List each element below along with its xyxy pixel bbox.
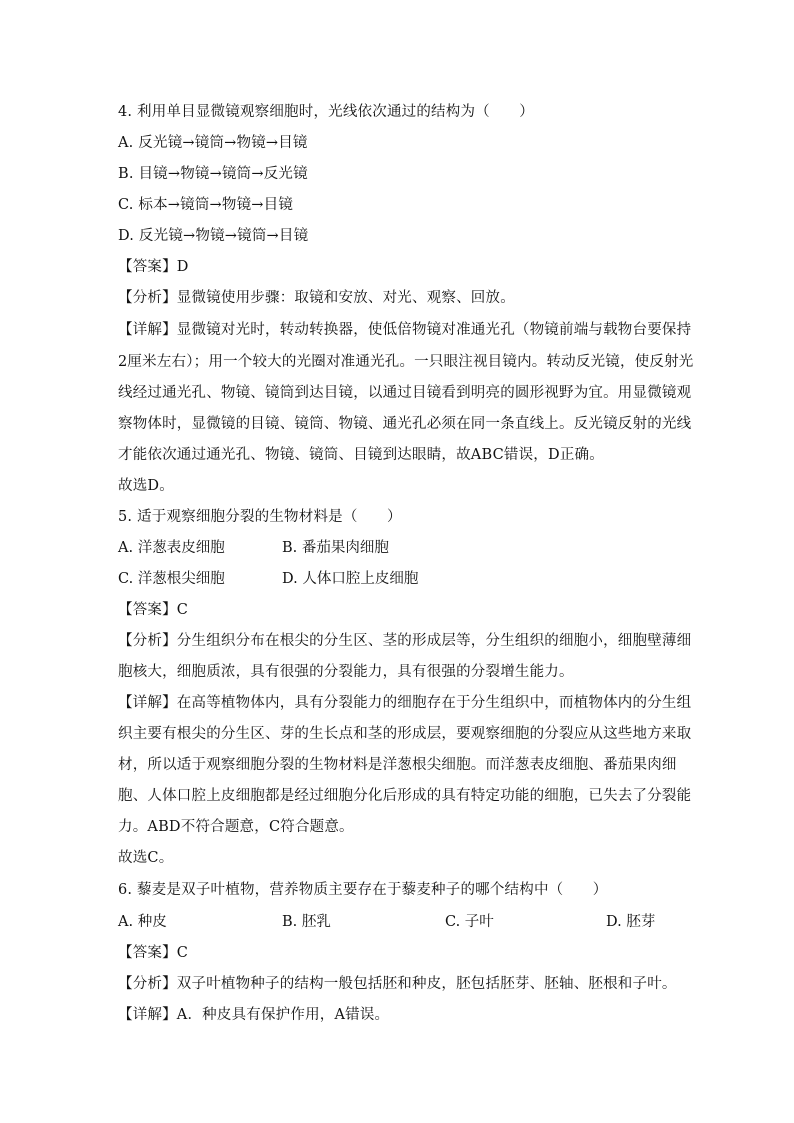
q4-detail-line: 【详解】显微镜对光时，转动转换器，使低倍物镜对准通光孔（物镜前端与载物台要保持 <box>118 322 692 338</box>
q5-option-a: A. 洋葱表皮细胞 <box>118 540 225 556</box>
q6-option-b: B. 胚乳 <box>282 914 331 930</box>
q5-detail-line: 胞、人体口腔上皮细胞都是经过细胞分化后形成的具有特定功能的细胞，已失去了分裂能 <box>118 788 692 804</box>
q6-option-d: D. 胚芽 <box>606 914 656 930</box>
q5-option-d: D. 人体口腔上皮细胞 <box>282 571 419 587</box>
q6-stem: 6. 藜麦是双子叶植物，营养物质主要存在于藜麦种子的哪个结构中（ ） <box>118 882 608 898</box>
q5-conclusion: 故选C。 <box>118 850 174 866</box>
q4-option-c: C. 标本→镜筒→物镜→目镜 <box>118 197 294 213</box>
q5-option-c: C. 洋葱根尖细胞 <box>118 571 225 587</box>
q4-option-d: D. 反光镜→物镜→镜筒→目镜 <box>118 228 309 244</box>
q5-detail-line: 材，所以适于观察细胞分裂的生物材料是洋葱根尖细胞。而洋葱表皮细胞、番茄果肉细 <box>118 757 677 773</box>
q5-option-b: B. 番茄果肉细胞 <box>282 540 389 556</box>
q4-stem: 4. 利用单目显微镜观察细胞时，光线依次通过的结构为（ ） <box>118 104 534 120</box>
q6-answer: 【答案】C <box>118 945 189 961</box>
q5-detail-line: 织主要有根尖的分生区、芽的生长点和茎的形成层，要观察细胞的分裂应从这些地方来取 <box>118 726 692 742</box>
q4-detail-line: 察物体时，显微镜的目镜、镜筒、物镜、通光孔必须在同一条直线上。反光镜反射的光线 <box>118 416 692 432</box>
q4-analysis: 【分析】显微镜使用步骤：取镜和安放、对光、观察、回放。 <box>118 290 515 306</box>
q5-analysis-line: 胞核大，细胞质浓，具有很强的分裂能力，具有很强的分裂增生能力。 <box>118 664 574 680</box>
q5-detail-line: 力。ABD不符合题意，C符合题意。 <box>118 819 354 835</box>
q4-detail-line: 才能依次通过通光孔、物镜、镜筒、目镜到达眼睛，故ABC错误，D正确。 <box>118 447 604 463</box>
q6-detail: 【详解】A．种皮具有保护作用，A错误。 <box>118 1007 390 1023</box>
q5-analysis-line: 【分析】分生组织分布在根尖的分生区、茎的形成层等，分生组织的细胞小，细胞壁薄细 <box>118 633 692 649</box>
q5-stem: 5. 适于观察细胞分裂的生物材料是（ ） <box>118 509 402 525</box>
q6-option-a: A. 种皮 <box>118 914 167 930</box>
q6-option-c: C. 子叶 <box>445 914 494 930</box>
q6-analysis: 【分析】双子叶植物种子的结构一般包括胚和种皮，胚包括胚芽、胚轴、胚根和子叶。 <box>118 976 677 992</box>
q5-detail-line: 【详解】在高等植物体内，具有分裂能力的细胞存在于分生组织中，而植物体内的分生组 <box>118 695 692 711</box>
q4-detail-line: 2厘米左右）；用一个较大的光圈对准通光孔。一只眼注视目镜内。转动反光镜，使反射光 <box>118 354 694 370</box>
q4-detail-line: 线经过通光孔、物镜、镜筒到达目镜，以通过目镜看到明亮的圆形视野为宜。用显微镜观 <box>118 385 692 401</box>
q4-answer: 【答案】D <box>118 259 189 275</box>
q4-conclusion: 故选D。 <box>118 478 174 494</box>
q4-option-a: A. 反光镜→镜筒→物镜→目镜 <box>118 135 308 151</box>
q4-option-b: B. 目镜→物镜→镜筒→反光镜 <box>118 166 308 182</box>
q5-answer: 【答案】C <box>118 602 189 618</box>
